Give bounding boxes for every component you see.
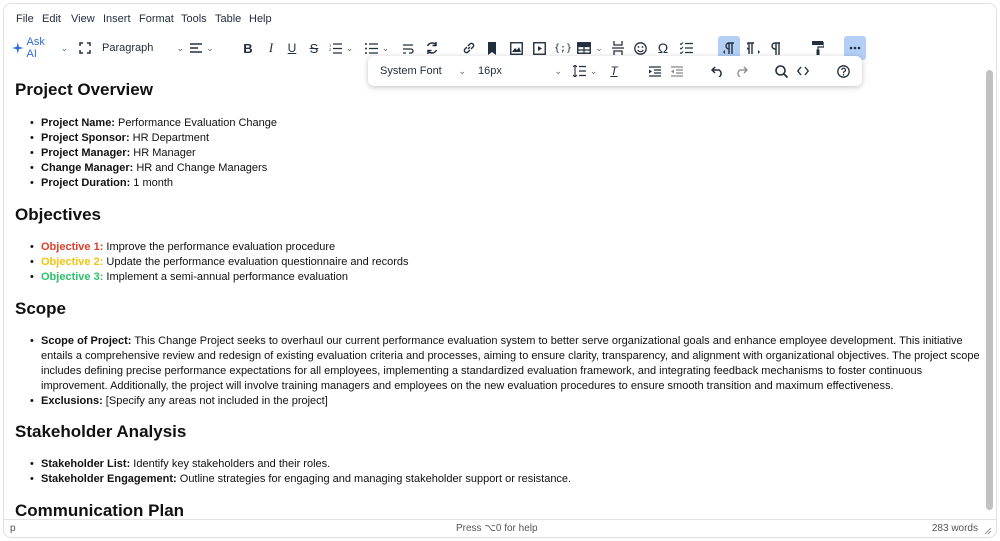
clear-formatting-icon: T [610, 64, 618, 78]
statusbar [4, 519, 996, 537]
word-count[interactable]: 283 words [931, 523, 978, 534]
item-label: Project Duration: [41, 177, 131, 189]
fullscreen-icon [79, 42, 91, 54]
list-item [15, 394, 980, 409]
item-label: Objective 3: [41, 271, 104, 283]
item-label: Change Manager: [41, 162, 134, 174]
resize-handle-icon[interactable] [984, 527, 992, 535]
toolbar-overflow-flyout [368, 56, 862, 86]
undo-icon [711, 66, 724, 77]
search-icon [775, 65, 788, 78]
menu-edit[interactable]: Edit [42, 13, 61, 25]
list-item [15, 240, 980, 255]
svg-text:1: 1 [328, 42, 331, 47]
help-icon [837, 65, 850, 78]
line-wrap-icon [403, 43, 416, 54]
section-heading: Scope [15, 299, 67, 318]
menu-table[interactable]: Table [215, 13, 242, 25]
bookmark-icon [487, 42, 497, 55]
chevron-down-icon: ⌄ [345, 42, 354, 53]
item-text: This Change Project seeks to overhaul our current performance evaluation system to better serve organizational goals and enhance employee development. This initiative entails a comprehensive review and redesign of existing evaluation criteria and processes, aiming to ensure clarity, transparency, and alignment with organizational objectives. The project scope includes defining precise performance expectations for all employees, implementing a standardized evaluation framework, and integrating feedback mechanisms to foster continuous improvement. Additionally, the project will involve training managers and employees on the new evaluation procedures to ensure smooth transition and maximum effectiveness. [41, 335, 980, 392]
chevron-down-icon: ⌄ [381, 42, 390, 53]
item-label: Stakeholder Engagement: [41, 473, 177, 485]
item-text: Update the performance evaluation questionnaire and records [103, 256, 409, 268]
list-item [15, 334, 980, 394]
block-format-value: Paragraph [102, 42, 154, 54]
list-item [15, 457, 980, 472]
help-hint: Press ⌥0 for help [456, 523, 538, 534]
link-icon [462, 41, 476, 55]
item-label: Exclusions: [41, 395, 103, 407]
emoji-icon [634, 42, 647, 55]
clear-formatting-button[interactable] [606, 60, 622, 82]
underline-button[interactable] [284, 36, 300, 60]
content-area[interactable] [4, 66, 986, 521]
item-label: Objective 1: [41, 241, 104, 253]
source-code-button[interactable] [794, 60, 812, 82]
chevron-down-icon: ⌄ [206, 42, 214, 53]
block-format-select[interactable] [100, 36, 188, 60]
scrollbar[interactable] [986, 66, 993, 516]
align-button[interactable] [188, 36, 216, 60]
strikethrough-button[interactable] [306, 36, 322, 60]
list-item [15, 270, 980, 285]
omega-icon: Ω [657, 40, 669, 56]
paint-roller-icon [812, 41, 824, 55]
sync-icon [425, 41, 439, 55]
chevron-down-icon: ⌄ [176, 42, 184, 53]
item-text: Improve the performance evaluation procedure [103, 241, 336, 253]
italic-button[interactable] [263, 36, 279, 60]
list-item [15, 161, 980, 176]
checklist-icon [680, 42, 693, 54]
list-item [15, 176, 980, 191]
menu-insert[interactable]: Insert [103, 13, 131, 25]
search-replace-button[interactable] [772, 60, 790, 82]
menu-view[interactable]: View [71, 13, 95, 25]
item-text: 1 month [130, 177, 174, 189]
menu-file[interactable]: File [16, 13, 34, 25]
list-item [15, 131, 980, 146]
fullscreen-button[interactable] [76, 36, 94, 60]
section-heading: Objectives [15, 205, 101, 224]
outdent-icon [671, 66, 683, 77]
section-heading: Stakeholder Analysis [15, 422, 187, 441]
ask-ai-label: Ask AI [26, 36, 45, 60]
menubar [4, 4, 996, 34]
outdent-button[interactable] [668, 60, 686, 82]
strikethrough-icon: S [309, 40, 319, 56]
element-path[interactable]: p [10, 523, 16, 534]
font-family-value: System Font [380, 65, 442, 77]
list-project-overview [15, 116, 980, 191]
underline-icon: U [287, 41, 297, 55]
chevron-down-icon: ⌄ [595, 42, 603, 53]
redo-icon [735, 66, 748, 77]
item-label: Project Sponsor: [41, 132, 130, 144]
item-text: Implement a semi-annual performance evaluation [103, 271, 348, 283]
item-text: [Specify any areas not included in the project] [102, 395, 328, 407]
italic-icon: I [268, 40, 274, 55]
undo-button[interactable] [708, 60, 726, 82]
page-break-icon [612, 41, 624, 55]
redo-button[interactable] [732, 60, 750, 82]
bold-icon: B [243, 40, 253, 56]
chevron-down-icon: ⌄ [554, 65, 562, 76]
svg-text:2: 2 [328, 46, 331, 52]
menu-format[interactable]: Format [139, 13, 174, 25]
code-braces-icon: {;} [553, 42, 573, 54]
scrollbar-thumb[interactable] [986, 70, 993, 510]
line-height-button[interactable] [572, 60, 598, 82]
menu-help[interactable]: Help [249, 13, 272, 25]
list-item [15, 146, 980, 161]
item-text: HR and Change Managers [133, 162, 268, 174]
item-label: Project Name: [41, 117, 115, 129]
list-item [15, 255, 980, 270]
more-icon [849, 46, 861, 50]
rtl-icon [747, 42, 760, 55]
ltr-icon [723, 42, 736, 55]
item-label: Scope of Project: [41, 335, 132, 347]
numbered-list-button[interactable] [328, 36, 354, 60]
chevron-down-icon: ⌄ [589, 65, 598, 76]
bold-button[interactable] [240, 36, 256, 60]
help-button[interactable] [834, 60, 852, 82]
pilcrow-icon [771, 42, 781, 55]
item-text: Performance Evaluation Change [114, 117, 278, 129]
list-stakeholder-analysis [15, 457, 980, 487]
indent-icon [649, 66, 661, 77]
line-height-icon [573, 65, 586, 77]
font-family-select[interactable] [380, 60, 470, 82]
align-left-icon [190, 43, 202, 54]
list-item [15, 472, 980, 487]
list-objectives [15, 240, 980, 285]
item-label: Project Manager: [41, 147, 131, 159]
numbered-list-icon [329, 43, 342, 54]
ask-ai-button[interactable] [12, 36, 68, 60]
item-text: Outline strategies for engaging and managing stakeholder support or resistance. [176, 473, 572, 485]
menu-tools[interactable]: Tools [181, 13, 207, 25]
font-size-value: 16px [478, 65, 502, 77]
font-size-select[interactable] [478, 60, 566, 82]
item-text: HR Manager [130, 147, 196, 159]
list-item [15, 116, 980, 131]
chevron-down-icon: ⌄ [60, 42, 68, 53]
section-heading: Project Overview [15, 80, 153, 99]
image-icon [510, 42, 523, 55]
section-heading: Communication Plan [15, 501, 185, 520]
item-text: HR Department [129, 132, 210, 144]
sparkle-icon [12, 42, 24, 54]
table-icon [577, 42, 591, 54]
media-icon [533, 42, 546, 55]
item-label: Stakeholder List: [41, 458, 131, 470]
item-label: Objective 2: [41, 256, 104, 268]
chevron-down-icon: ⌄ [458, 65, 466, 76]
bullet-list-icon [365, 43, 378, 54]
item-text: Identify key stakeholders and their roles. [130, 458, 331, 470]
code-icon [797, 66, 809, 76]
indent-button[interactable] [646, 60, 664, 82]
list-scope [15, 334, 980, 409]
